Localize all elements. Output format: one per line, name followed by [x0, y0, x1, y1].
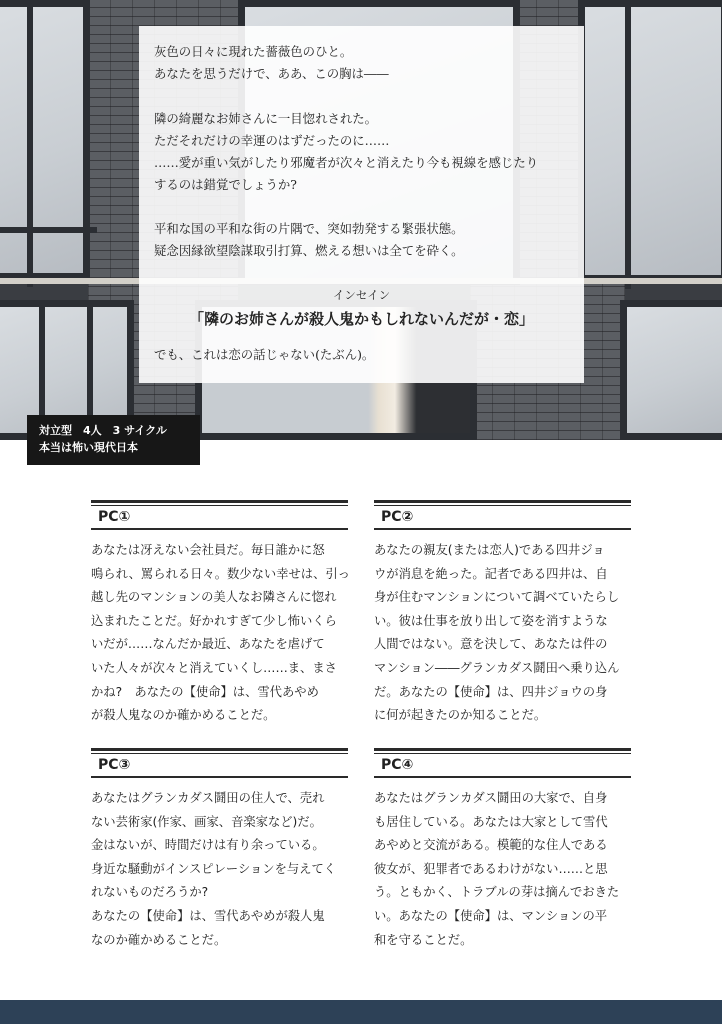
game-format: 対立型 4人 3 サイクル — [39, 424, 167, 437]
story-line: ただそれだけの幸運のはずだったのに…… — [154, 133, 390, 148]
pc-text-line: 身近な騒動がインスピレーションを与えてく — [91, 861, 337, 876]
pc-block-1 — [91, 500, 348, 728]
pc-text-line: れないものだろうか? — [91, 885, 209, 900]
pc-text-line: が殺人鬼なのか確かめることだ。 — [91, 708, 276, 723]
pc-text-line: あなたの【使命】は、雪代あやめが殺人鬼 — [91, 908, 325, 923]
pc-text-line: なのか確かめることだ。 — [91, 932, 227, 947]
intro-line: あなたを思うだけで、ああ、この胸は―― — [154, 66, 389, 81]
pc-text-line: 身が住むマンションについて調べていたらし — [374, 590, 620, 605]
pc-text-line: 和を守ることだ。 — [374, 932, 473, 947]
pc-text-line: かね? あなたの【使命】は、雪代あやめ — [91, 684, 319, 699]
pc-text-line: 彼女が、犯罪者であるわけがない……と思 — [374, 861, 608, 876]
closing-line: でも、これは恋の話じゃない(たぶん)。 — [154, 347, 375, 362]
scenario-title: 「隣のお姉さんが殺人鬼かもしれないんだが・恋」 — [188, 310, 534, 328]
pc-text-line: ない芸術家(作家、画家、音楽家など)だ。 — [91, 814, 322, 829]
pc-description — [374, 539, 631, 728]
pc-text-line: う。ともかく、トラブルの芽は摘んでおきた — [374, 885, 620, 900]
series-label: インセイン — [332, 288, 391, 302]
pc-text-line: 込まれたことだ。好かれすぎて少し怖いくら — [91, 613, 337, 628]
pc-text-line: 越し先のマンションの美人なお隣さんに惚れ — [91, 590, 337, 605]
pc-block-4 — [374, 748, 631, 952]
story-line: 隣の綺麗なお姉さんに一目惚れされた。 — [154, 111, 378, 126]
pc-text-line: マンション――グランカダス鬪田へ乗り込ん — [374, 660, 620, 675]
pc-header — [374, 748, 631, 778]
pc-description — [91, 787, 348, 952]
story-line: するのは錯覚でしょうか? — [154, 177, 297, 192]
pc-block-3 — [91, 748, 348, 952]
pc-text-line: も居住している。あなたは大家として雪代 — [374, 814, 608, 829]
pc-text-line: あなたはグランカダス鬪田の住人で、売れ — [91, 791, 325, 805]
intro-line: 灰色の日々に現れた薔薇色のひと。 — [154, 44, 353, 59]
window-bottom-right — [620, 300, 722, 440]
setting-line: 疑念因縁欲望陰謀取引打算、燃える想いは全てを砕く。 — [154, 243, 464, 258]
pc-text-line: あなたは冴えない会社員だ。毎日誰かに怒 — [91, 543, 325, 557]
setting-line: 平和な国の平和な街の片隅で、突如勃発する緊張状態。 — [154, 221, 464, 236]
pc-text-line: ウが消息を絶った。記者である四井は、自 — [374, 566, 608, 581]
intro-text-panel — [139, 26, 584, 383]
pc-title: PC④ — [381, 757, 414, 773]
pc-text-line: い。あなたの【使命】は、マンションの平 — [374, 908, 608, 923]
pc-header — [91, 500, 348, 530]
window-top-right — [578, 0, 722, 282]
pc-header — [374, 500, 631, 530]
pc-block-2 — [374, 500, 631, 728]
pc-text-line: あなたはグランカダス鬪田の大家で、自身 — [374, 791, 608, 805]
pc-text-line: 鳴られ、罵られる日々。数少ない幸せは、引っ — [91, 566, 350, 581]
pc-text-line: 金はないが、時間だけは有り余っている。 — [91, 838, 325, 853]
pc-title: PC② — [381, 509, 414, 525]
pc-text-line: いだが……なんだか最近、あなたを虐げて — [91, 637, 325, 652]
pc-title: PC③ — [98, 757, 131, 773]
pc-text-line: あなたの親友(または恋人)である四井ジョ — [374, 543, 605, 557]
pc-text-line: に何が起きたのか知ることだ。 — [374, 708, 547, 723]
pc-text-line: いた人々が次々と消えていくし……ま、まさ — [91, 660, 337, 675]
game-info-tag — [27, 415, 200, 465]
pc-description — [374, 787, 631, 952]
pc-title: PC① — [98, 509, 131, 525]
story-line: ……愛が重い気がしたり邪魔者が次々と消えたり今も視線を感じたり — [154, 155, 539, 170]
footer-band — [0, 1000, 722, 1024]
pc-text-line: だ。あなたの【使命】は、四井ジョウの身 — [374, 684, 608, 699]
pc-text-line: 人間ではない。意を決して、あなたは件の — [374, 637, 608, 652]
window-top-left — [0, 0, 90, 280]
game-genre: 本当は怖い現代日本 — [39, 441, 138, 454]
pc-description — [91, 539, 348, 728]
pc-text-line: あやめと交流がある。模範的な住人である — [374, 838, 608, 853]
pc-header — [91, 748, 348, 778]
pc-text-line: い。彼は仕事を放り出して姿を消すような — [374, 613, 608, 628]
